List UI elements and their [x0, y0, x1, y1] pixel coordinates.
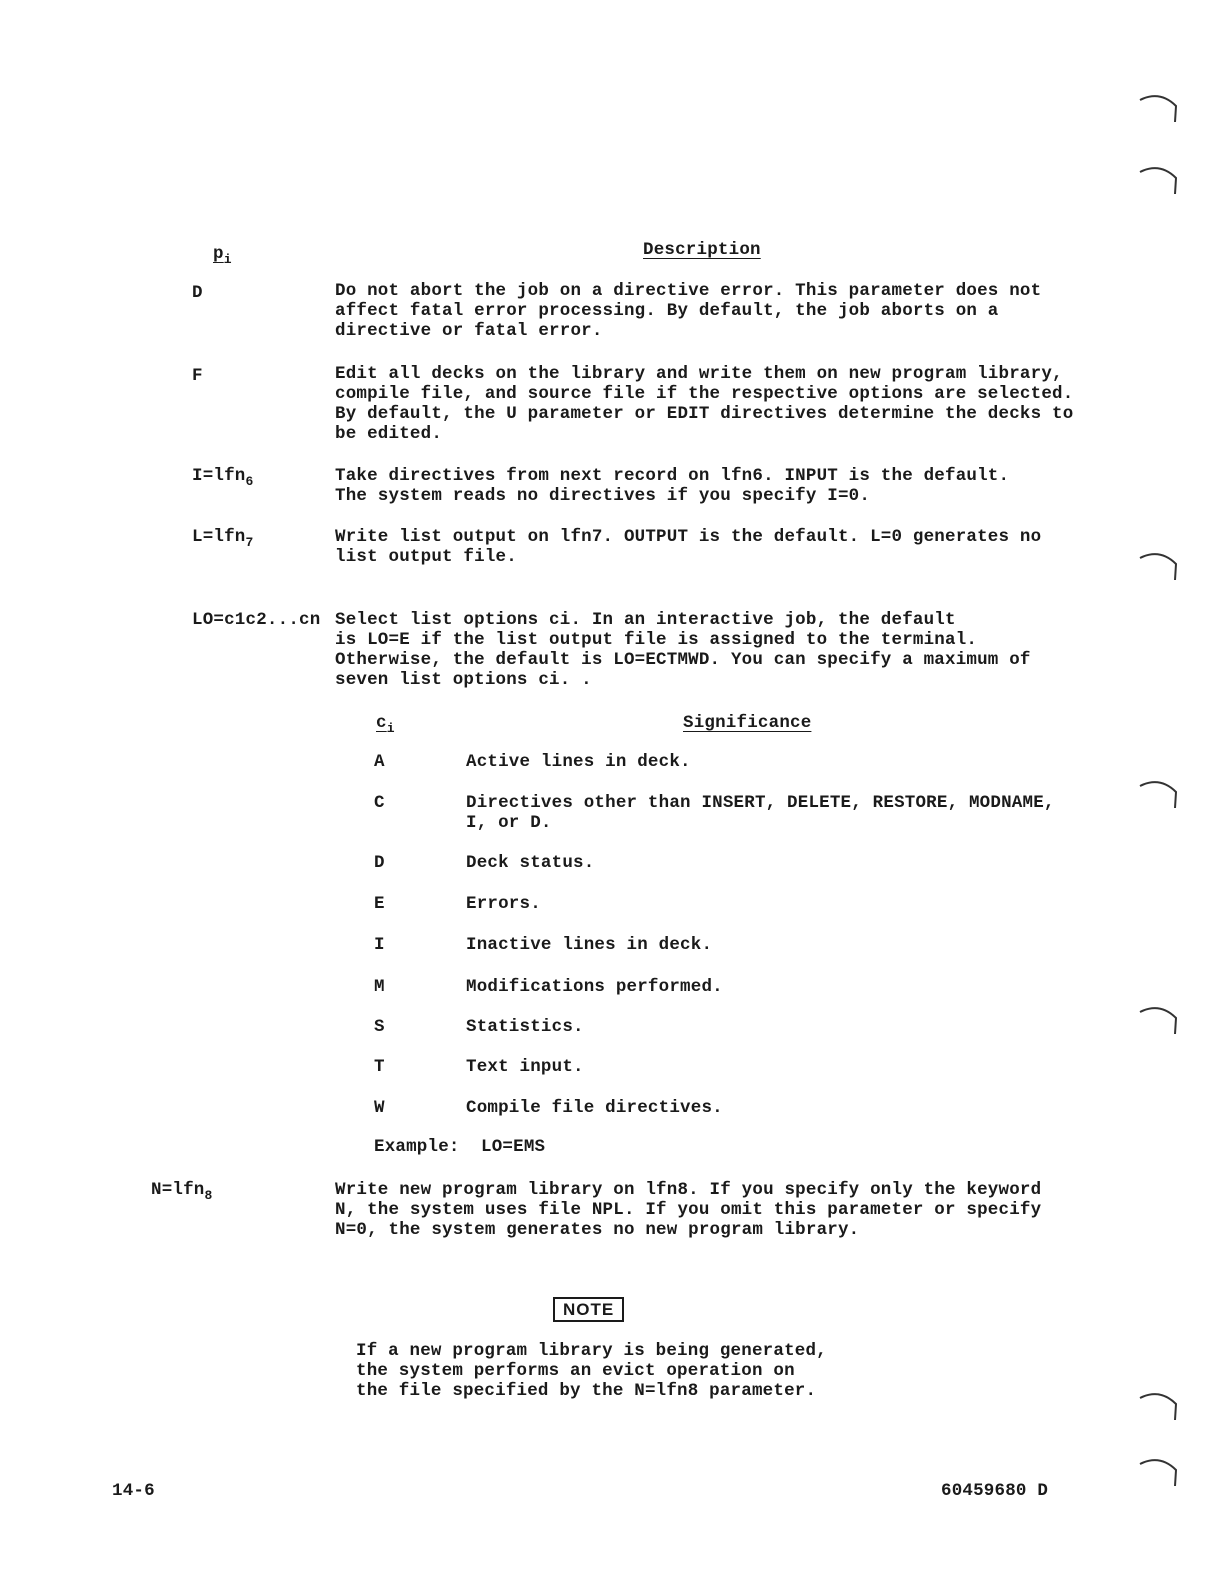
- option-desc: Inactive lines in deck.: [466, 935, 713, 955]
- option-code: T: [374, 1057, 385, 1077]
- binder-mark-icon: [1138, 92, 1180, 122]
- description-column-header: Description: [643, 240, 761, 260]
- significance-column-header: Significance: [683, 713, 812, 733]
- option-code: I: [374, 935, 385, 955]
- binder-mark-icon: [1138, 1456, 1180, 1486]
- param-name-f: F: [192, 366, 203, 386]
- param-desc-n: Write new program library on lfn8. If you specify only the keyword N, the system uses file NPL. If you omit this parameter or specify N=0, the system generates no new program library.: [335, 1180, 1042, 1240]
- option-code: W: [374, 1098, 385, 1118]
- option-code: D: [374, 853, 385, 873]
- page-number: 14-6: [112, 1481, 155, 1501]
- option-desc: Deck status.: [466, 853, 595, 873]
- binder-mark-icon: [1138, 778, 1180, 808]
- option-desc: Errors.: [466, 894, 541, 914]
- option-desc: Directives other than INSERT, DELETE, RESTORE, MODNAME, I, or D.: [466, 793, 1055, 833]
- option-code: C: [374, 793, 385, 813]
- option-code: A: [374, 752, 385, 772]
- option-desc: Modifications performed.: [466, 977, 723, 997]
- param-column-header: $p_i$: [213, 244, 232, 267]
- option-code: E: [374, 894, 385, 914]
- param-name-l: L=lfn$_7$: [192, 527, 254, 550]
- binder-mark-icon: [1138, 1390, 1180, 1420]
- param-desc-l: Write list output on lfn7. OUTPUT is the default. L=0 generates no list output file.: [335, 527, 1042, 567]
- param-name-i: I=lfn$_6$: [192, 466, 254, 489]
- document-number: 60459680 D: [941, 1481, 1049, 1501]
- param-name-d: D: [192, 283, 203, 303]
- option-desc: Text input.: [466, 1057, 584, 1077]
- note-text: If a new program library is being generated, the system performs an evict operation on the file specified by the N=lfn8 parameter.: [356, 1341, 827, 1401]
- example-line: Example: LO=EMS: [374, 1137, 546, 1157]
- note-label: NOTE: [553, 1297, 624, 1322]
- param-name-lo: LO=c1c2...cn: [192, 610, 321, 630]
- option-desc: Active lines in deck.: [466, 752, 691, 772]
- param-desc-d: Do not abort the job on a directive error. This parameter does not affect fatal error processing. By default, the job aborts on a directive or fatal error.: [335, 281, 1042, 341]
- param-desc-lo: Select list options ci. In an interactive job, the default is LO=E if the list output file is assigned to the terminal. Otherwise, the default is LO=ECTMWD. You can specify a maximum of seven list options ci. .: [335, 610, 1031, 690]
- option-desc: Statistics.: [466, 1017, 584, 1037]
- option-code: M: [374, 977, 385, 997]
- binder-mark-icon: [1138, 550, 1180, 580]
- param-desc-i: Take directives from next record on lfn6. INPUT is the default. The system reads no directives if you specify I=0.: [335, 466, 1010, 506]
- options-column-header: $c_i$: [376, 713, 395, 736]
- binder-mark-icon: [1138, 1004, 1180, 1034]
- param-desc-f: Edit all decks on the library and write them on new program library, compile file, and source file if the respective options are selected. By default, the U parameter or EDIT directives determine the decks to be edited.: [335, 364, 1074, 444]
- option-desc: Compile file directives.: [466, 1098, 723, 1118]
- param-name-n: N=lfn$_8$: [151, 1180, 213, 1203]
- binder-mark-icon: [1138, 164, 1180, 194]
- option-code: S: [374, 1017, 385, 1037]
